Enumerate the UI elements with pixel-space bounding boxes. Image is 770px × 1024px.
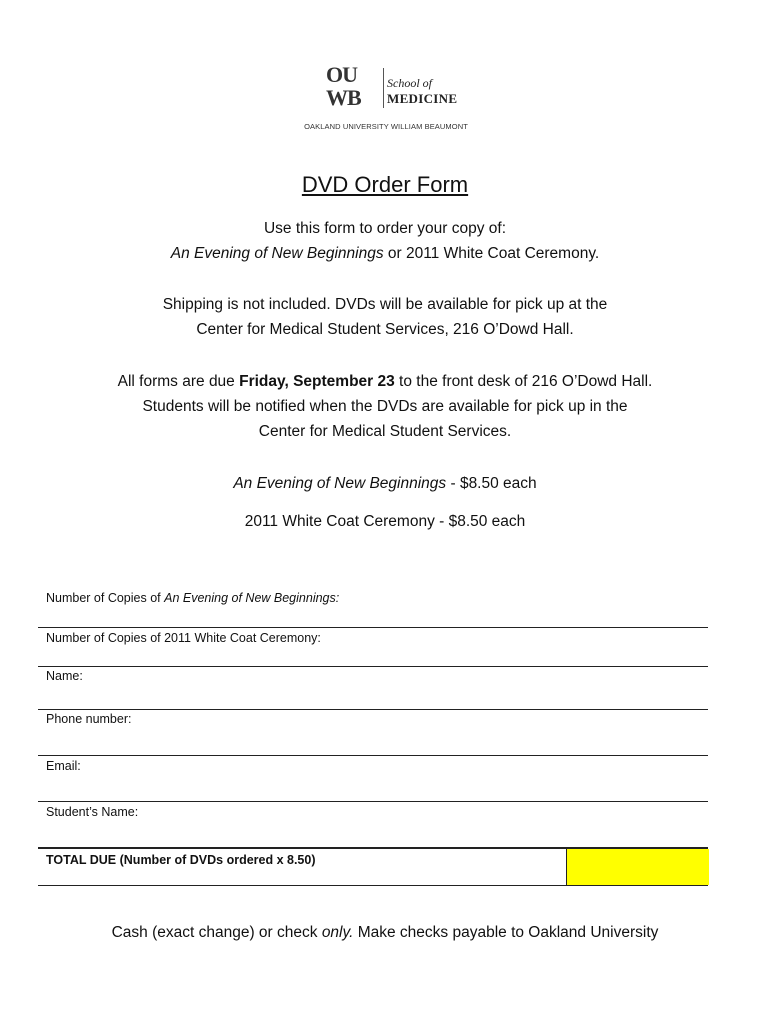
phone-field[interactable] [38,710,708,756]
due-date: Friday, September 23 [239,373,395,390]
logo-medicine-text: MEDICINE [387,91,458,106]
price-evening-title: An Evening of New Beginnings [233,475,447,492]
payment-note-post: Make checks payable to Oakland University [353,924,659,941]
logo-school-text: School of [387,76,432,90]
intro-title-evening: An Evening of New Beginnings [170,245,384,262]
page-title: DVD Order Form [301,172,469,197]
student-name-label: Student’s Name: [46,805,139,819]
copies-evening-label [46,591,339,605]
total-due-label: TOTAL DUE (Number of DVDs ordered x 8.50) [46,853,316,867]
school-logo [296,62,476,138]
price-whitecoat: 2011 White Coat Ceremony - $8.50 each [244,513,526,530]
due-line-3: Center for Medical Student Services. [258,423,512,440]
due-line-2: Students will be notified when the DVDs are available for pick up in the [142,398,628,415]
due-line-1-post: to the front desk of 216 O’Dowd Hall. [394,373,653,390]
logo-monogram [326,64,361,110]
logo-subtitle: OAKLAND UNIVERSITY WILLIAM BEAUMONT [304,122,468,131]
copies-whitecoat-field[interactable] [38,628,708,667]
email-label: Email: [46,759,81,773]
payment-note-only: only. [321,924,354,941]
intro-line-2 [0,241,770,266]
intro-title-rest: or 2011 White Coat Ceremony. [383,245,600,262]
logo-monogram-bottom: WB [326,85,361,110]
phone-label: Phone number: [46,712,132,726]
due-paragraph [0,369,770,444]
payment-note-pre: Cash (exact change) or check [111,924,322,941]
intro-paragraph [0,216,770,266]
payment-note [0,924,770,942]
student-name-field[interactable] [38,802,708,848]
shipping-paragraph [0,292,770,342]
due-line-1 [0,369,770,394]
logo-divider [383,68,384,108]
copies-evening-field[interactable] [38,580,708,628]
name-field[interactable] [38,667,708,710]
price-evening-amount: - $8.50 each [446,475,537,492]
logo-monogram-top: OU [326,62,357,87]
name-label: Name: [46,669,83,683]
email-field[interactable] [38,756,708,802]
due-line-1-pre: All forms are due [117,373,240,390]
copies-evening-label-pre: Number of Copies of [46,591,165,605]
copies-evening-label-title: An Evening of New Beginnings: [164,591,340,605]
shipping-line-1: Shipping is not included. DVDs will be available for pick up at the [162,296,608,313]
shipping-line-2: Center for Medical Student Services, 216 O’Dowd Hall. [196,321,574,338]
copies-whitecoat-label: Number of Copies of 2011 White Coat Ceremony: [46,631,321,645]
price-evening [0,475,770,493]
intro-line-1: Use this form to order your copy of: [263,220,507,237]
total-due-box[interactable] [566,849,709,885]
total-due-row [38,848,708,886]
